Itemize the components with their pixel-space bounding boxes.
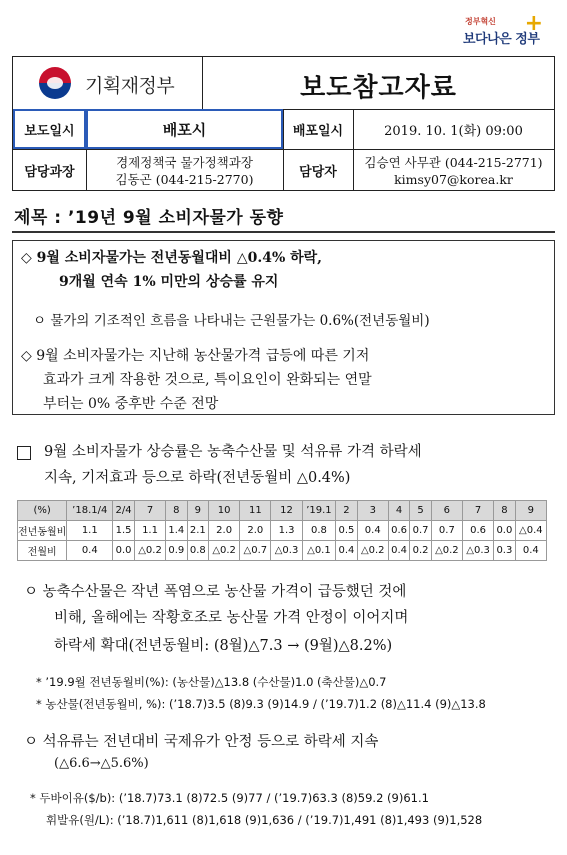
table-cell: 8 xyxy=(166,501,187,521)
table-cell: 2.1 xyxy=(187,521,208,541)
table-cell: △0.7 xyxy=(240,541,271,561)
table-row-label: (%) xyxy=(18,501,67,521)
summary-line-3b: 효과가 크게 작용한 것으로, 특이요인이 완화되는 연말 xyxy=(43,372,372,388)
table-cell: 1.5 xyxy=(113,521,135,541)
table-cell: 2/4 xyxy=(113,501,135,521)
body-p2c: 하락세 확대(전년동월비: (8월)△7.3 → (9월)△8.2%) xyxy=(54,638,393,654)
table-cell: 5 xyxy=(410,501,431,521)
table-cell: 2 xyxy=(336,501,357,521)
table-cell: 0.4 xyxy=(515,541,546,561)
summary-line-1b: 9개월 연속 1% 미만의 상승률 유지 xyxy=(59,274,279,290)
table-cell: 2.0 xyxy=(240,521,271,541)
table-cell: 7 xyxy=(134,501,165,521)
table-cell: 1.4 xyxy=(166,521,187,541)
table-cell: △0.3 xyxy=(271,541,302,561)
body-p2a: ㅇ 농축수산물은 작년 폭염으로 농산물 가격이 급등했던 것에 xyxy=(24,584,407,600)
brand-big-text: 보다나은 정부 xyxy=(463,32,540,47)
table-cell: 9 xyxy=(187,501,208,521)
body-p3a: ㅇ 석유류는 전년대비 국제유가 안정 등으로 하락세 지속 xyxy=(24,734,379,750)
note-1: * ’19.9월 전년동월비(%): (농산물)△13.8 (수산물)1.0 (축산물)△0.7 xyxy=(36,675,387,689)
note-4: 휘발유(원/L): (’18.7)1,611 (8)1,618 (9)1,636 / (’19.7)1,491 (8)1,493 (9)1,528 xyxy=(46,813,483,827)
summary-line-3a: ◇ 9월 소비자물가는 지난해 농산물가격 급등에 따른 기저 xyxy=(21,348,370,364)
table-cell: 0.7 xyxy=(431,521,462,541)
table-cell: ’18.1/4 xyxy=(67,501,113,521)
table-cell: 0.5 xyxy=(336,521,357,541)
taeguk-emblem-icon xyxy=(39,67,71,99)
table-cell: 7 xyxy=(462,501,493,521)
table-row xyxy=(18,541,547,561)
table-cell: 0.0 xyxy=(494,521,515,541)
table-cell: 1.1 xyxy=(67,521,113,541)
table-cell: 6 xyxy=(431,501,462,521)
dept-contact xyxy=(86,150,283,191)
subject: 제목 : ’19년 9월 소비자물가 동향 xyxy=(14,208,284,228)
table-cell: △0.1 xyxy=(302,541,336,561)
doc-title: 보도참고자료 xyxy=(300,73,457,103)
body-p1b: 지속, 기저효과 등으로 하락(전년동월비 △0.4%) xyxy=(44,470,351,486)
table-row xyxy=(18,521,547,541)
person-label: 담당자 xyxy=(299,165,337,180)
table-row-label: 전년동월비 xyxy=(18,521,67,541)
table-cell: 0.0 xyxy=(113,541,135,561)
table-cell: 4 xyxy=(388,501,409,521)
table-cell: 1.3 xyxy=(271,521,302,541)
table-header-row xyxy=(18,501,547,521)
table-cell: 0.4 xyxy=(357,521,388,541)
table-cell: 10 xyxy=(209,501,240,521)
table-cell: △0.2 xyxy=(431,541,462,561)
brand-small-text: 정부혁신 xyxy=(465,17,496,26)
summary-box xyxy=(12,240,555,415)
table-cell: ’19.1 xyxy=(302,501,336,521)
table-cell: 0.2 xyxy=(410,541,431,561)
table-cell: 0.8 xyxy=(187,541,208,561)
body-p2b: 비해, 올해에는 작황호조로 농산물 가격 안정이 이어지며 xyxy=(54,610,409,626)
table-cell: 11 xyxy=(240,501,271,521)
government-innovation-logo xyxy=(463,11,543,54)
section-checkbox-icon xyxy=(17,446,31,460)
note-2: * 농산물(전년동월비, %): (’18.7)3.5 (8)9.3 (9)14.9 / (’19.7)1.2 (8)△11.4 (9)△13.8 xyxy=(36,697,486,711)
subject-underline xyxy=(12,231,555,233)
table-cell: 9 xyxy=(515,501,546,521)
release-label: 보도일시 xyxy=(13,109,86,149)
table-cell: 0.4 xyxy=(388,541,409,561)
summary-line-1a: ◇ 9월 소비자물가는 전년동월대비 △0.4% 하락, xyxy=(21,250,323,266)
note-3: * 두바이유($/b): (’18.7)73.1 (8)72.5 (9)77 / (’19.7)63.3 (8)59.2 (9)61.1 xyxy=(30,791,429,805)
table-cell: 0.6 xyxy=(388,521,409,541)
dept-label: 담당과장 xyxy=(24,165,75,180)
plus-icon: + xyxy=(524,11,543,36)
table-cell: 0.9 xyxy=(166,541,187,561)
table-cell: △0.2 xyxy=(134,541,165,561)
dept-line1: 경제정책국 물가정책과장 xyxy=(116,154,253,170)
table-cell: 3 xyxy=(357,501,388,521)
person-contact xyxy=(353,150,554,191)
distribution-label: 배포일시 xyxy=(292,123,344,139)
table-cell: 8 xyxy=(494,501,515,521)
table-cell: 0.3 xyxy=(494,541,515,561)
body-p3b: (△6.6→△5.6%) xyxy=(54,756,149,771)
table-cell: 1.1 xyxy=(134,521,165,541)
table-row-label: 전월비 xyxy=(18,541,67,561)
summary-line-2: ㅇ 물가의 기조적인 흐름을 나타내는 근원물가는 0.6%(전년동월비) xyxy=(33,313,430,329)
body-p1a: 9월 소비자물가 상승률은 농축수산물 및 석유류 가격 하락세 xyxy=(44,444,422,460)
release-value: 배포시 xyxy=(86,109,283,149)
summary-line-3c: 부터는 0% 중후반 수준 전망 xyxy=(43,396,219,412)
table-cell: 12 xyxy=(271,501,302,521)
table-cell: 0.8 xyxy=(302,521,336,541)
distribution-value: 2019. 10. 1(화) 09:00 xyxy=(384,123,523,139)
table-cell: 0.4 xyxy=(67,541,113,561)
ministry-name: 기획재정부 xyxy=(85,75,175,97)
title-cell xyxy=(203,57,554,109)
table-cell: 0.7 xyxy=(410,521,431,541)
table-cell: △0.2 xyxy=(357,541,388,561)
table-cell: 0.4 xyxy=(336,541,357,561)
person-line1: 김승연 사무관 (044-215-2771) xyxy=(364,154,543,170)
dept-line2: 김동곤 (044-215-2770) xyxy=(115,171,254,187)
person-email[interactable]: kimsy07@korea.kr xyxy=(394,171,513,187)
table-cell: △0.4 xyxy=(515,521,546,541)
ministry-logo-cell xyxy=(13,57,203,109)
cpi-table xyxy=(17,500,547,561)
table-cell: 0.6 xyxy=(462,521,493,541)
table-cell: △0.3 xyxy=(462,541,493,561)
header-table xyxy=(12,56,555,191)
table-cell: △0.2 xyxy=(209,541,240,561)
table-cell: 2.0 xyxy=(209,521,240,541)
